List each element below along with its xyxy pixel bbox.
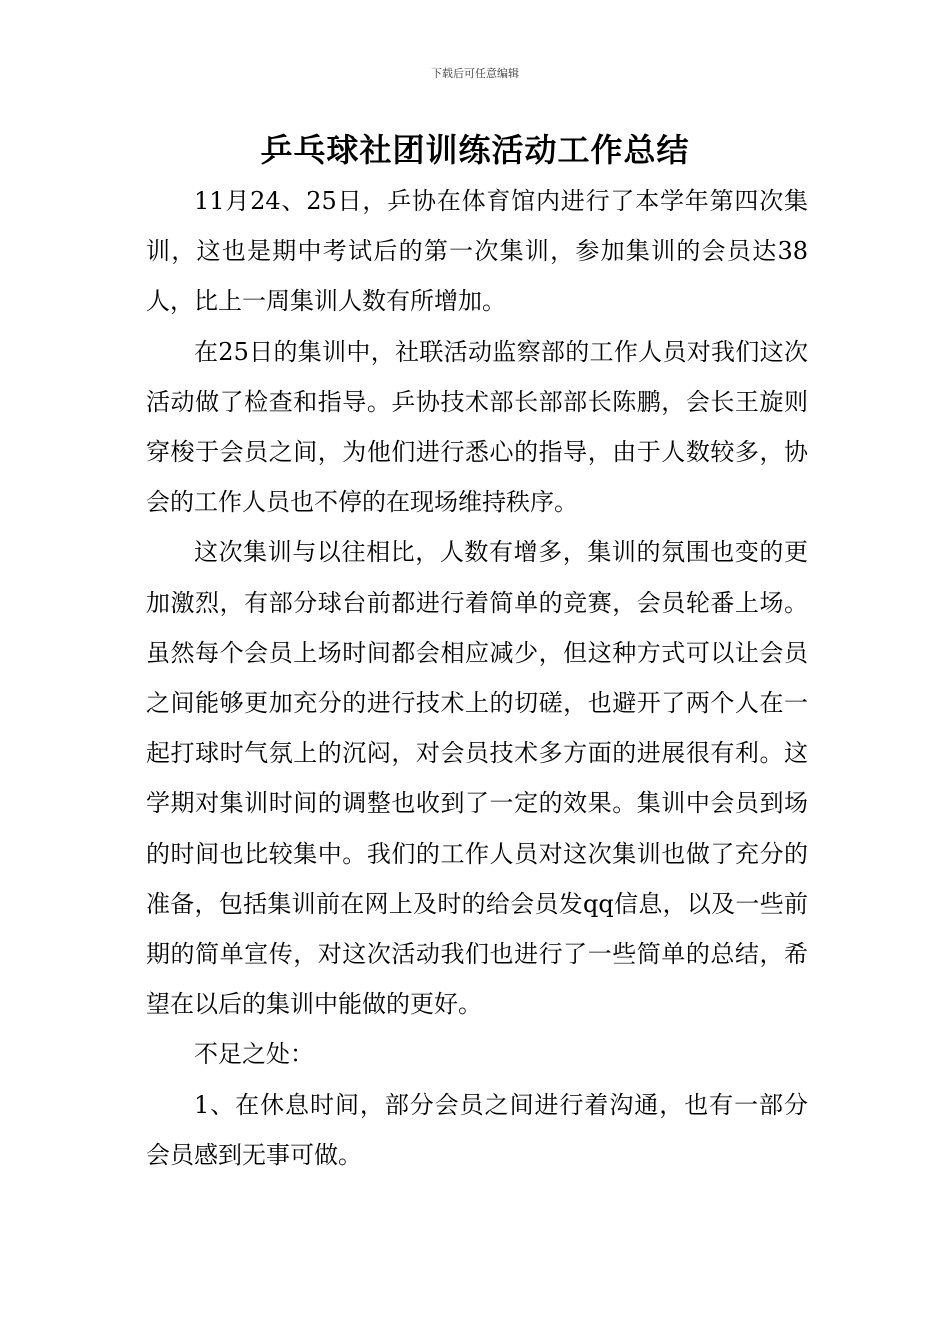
paragraph-3: 这次集训与以往相比，人数有增多，集训的氛围也变的更加激烈，有部分球台前都进行着简单的竞赛，会员轮番上场。虽然每个会员上场时间都会相应减少，但这种方式可以让会员之间能够更加充分的进行技术上的切磋，也避开了两个人在一起打球时气氛上的沉闷，对会员技术多方面的进展很有利。这学期对集训时间的调整也收到了一定的效果。集训中会员到场的时间也比较集中。我们的工作人员对这次集训也做了充分的准备，包括集训前在网上及时的给会员发qq信息，以及一些前期的简单宣传，对这次活动我们也进行了一些简单的总结，希望在以后的集训中能做的更好。	[146, 538, 808, 1019]
paragraph-2: 在25日的集训中，社联活动监察部的工作人员对我们这次活动做了检查和指导。乒协技术部长部部长陈鹏，会长王旋则穿梭于会员之间，为他们进行悉心的指导，由于人数较多，协会的工作人员也不停的在现场维持秩序。	[146, 337, 808, 517]
header-note: 下载后可任意编辑	[431, 67, 519, 80]
paragraph-shortcoming-1: 1、在休息时间，部分会员之间进行着沟通，也有一部分会员感到无事可做。	[146, 1090, 808, 1169]
paragraph-shortcomings-heading: 不足之处：	[194, 1040, 314, 1069]
document-title: 乒乓球社团训练活动工作总结	[260, 131, 690, 169]
document-body	[146, 176, 808, 1180]
paragraph-1: 11月24、25日，乒协在体育馆内进行了本学年第四次集训，这也是期中考试后的第一次集训，参加集训的会员达38人，比上一周集训人数有所增加。	[146, 187, 808, 316]
